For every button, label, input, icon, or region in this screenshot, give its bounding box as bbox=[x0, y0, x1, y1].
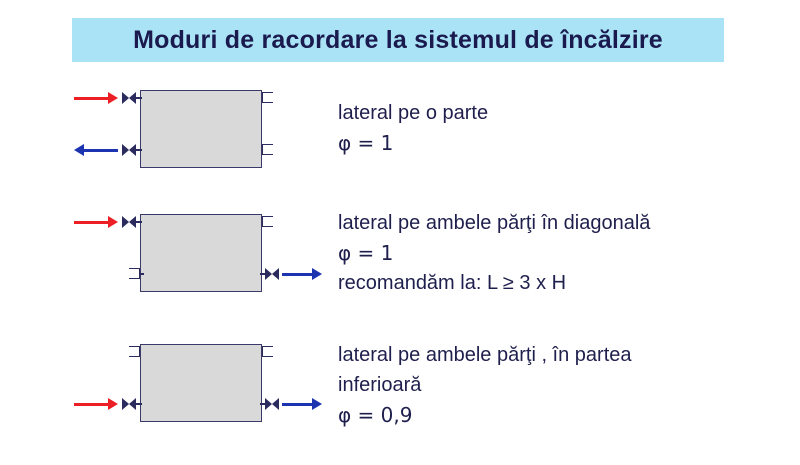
arrow-head bbox=[108, 216, 118, 228]
valve-triangle-left bbox=[265, 398, 272, 410]
pipe-stub bbox=[140, 273, 144, 275]
caption-line: φ = 1 bbox=[338, 131, 394, 155]
blind-port bbox=[262, 144, 273, 155]
valve-triangle-left bbox=[122, 398, 129, 410]
caption-line: lateral pe ambele părţi , în partea bbox=[338, 344, 632, 366]
radiator-body bbox=[140, 214, 262, 292]
blind-port bbox=[262, 346, 273, 357]
valve-triangle-left bbox=[265, 268, 272, 280]
caption-line: lateral pe ambele părţi în diagonală bbox=[338, 212, 651, 234]
arrow-head bbox=[108, 92, 118, 104]
connection-row-bottom bbox=[0, 330, 800, 450]
arrow-shaft bbox=[74, 221, 109, 224]
arrow-head bbox=[74, 144, 84, 156]
valve-symbol bbox=[122, 144, 136, 157]
valve-triangle-right bbox=[129, 216, 136, 228]
pipe-stub bbox=[136, 149, 142, 151]
blind-port bbox=[262, 216, 273, 227]
blind-port bbox=[262, 92, 273, 103]
arrow-shaft bbox=[282, 273, 313, 276]
valve-triangle-right bbox=[129, 398, 136, 410]
caption-line: lateral pe o parte bbox=[338, 102, 489, 124]
valve-triangle-left bbox=[122, 216, 129, 228]
valve-triangle-right bbox=[129, 92, 136, 104]
connection-row-diagonal bbox=[0, 200, 800, 320]
arrow-shaft bbox=[74, 97, 109, 100]
valve-triangle-right bbox=[272, 398, 279, 410]
blind-port bbox=[129, 346, 140, 357]
arrow-head bbox=[312, 268, 322, 280]
valve-triangle-left bbox=[122, 144, 129, 156]
valve-symbol bbox=[122, 216, 136, 229]
valve-triangle-left bbox=[122, 92, 129, 104]
valve-symbol bbox=[122, 92, 136, 105]
arrow-shaft bbox=[74, 403, 109, 406]
caption-line: φ = 0,9 bbox=[338, 403, 413, 427]
blind-port bbox=[129, 268, 140, 279]
arrow-head bbox=[312, 398, 322, 410]
valve-symbol bbox=[265, 268, 279, 281]
valve-symbol bbox=[265, 398, 279, 411]
arrow-shaft bbox=[282, 403, 313, 406]
caption-line: inferioară bbox=[338, 374, 422, 396]
radiator-diagram-3 bbox=[60, 330, 320, 450]
connection-row-lateral-one-side bbox=[0, 78, 800, 188]
pipe-stub bbox=[136, 403, 142, 405]
pipe-stub bbox=[136, 97, 142, 99]
valve-triangle-right bbox=[129, 144, 136, 156]
caption-3 bbox=[338, 340, 632, 430]
valve-triangle-right bbox=[272, 268, 279, 280]
radiator-diagram-1 bbox=[60, 78, 320, 188]
radiator-body bbox=[140, 90, 262, 168]
valve-symbol bbox=[122, 398, 136, 411]
arrow-shaft bbox=[83, 149, 118, 152]
caption-1 bbox=[338, 98, 488, 158]
pipe-stub bbox=[136, 221, 142, 223]
title-banner bbox=[72, 18, 724, 62]
arrow-head bbox=[108, 398, 118, 410]
radiator-body bbox=[140, 344, 262, 422]
caption-2 bbox=[338, 208, 650, 298]
caption-line: recomandăm la: L ≥ 3 x H bbox=[338, 272, 567, 294]
caption-line: φ = 1 bbox=[338, 241, 394, 265]
radiator-diagram-2 bbox=[60, 200, 320, 320]
page-title: Moduri de racordare la sistemul de încălzire bbox=[133, 25, 663, 54]
